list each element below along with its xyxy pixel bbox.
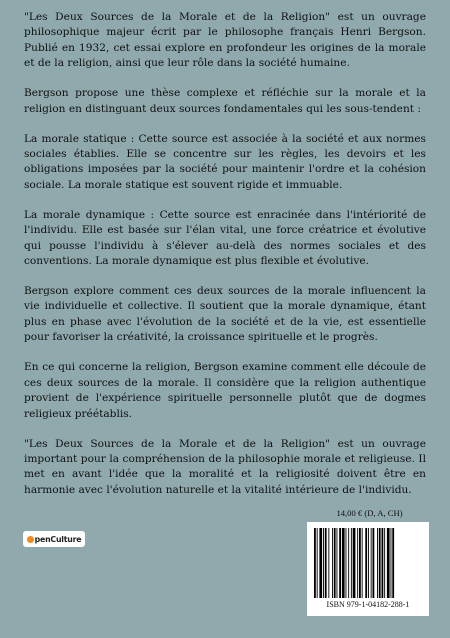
barcode-bar (357, 528, 358, 598)
barcode-bar (377, 528, 378, 598)
paragraph-thesis: Bergson propose une thèse complexe et réfléchie sur la morale et la religion en distinguant deux sources fondamentales qui les sous-tendent : (24, 87, 426, 115)
barcode-bar (337, 528, 338, 598)
isbn-label: ISBN 979-1-04182-288-1 (326, 600, 410, 609)
paragraph-influence: Bergson explore comment ces deux sources de la morale influencent la vie individuelle et collective. Il soutient que la morale dynamique, étant plus en phase avec l'évolution de la société et de la vie, est essentielle pour favoriser la créativité, la croissance spirituelle et le progrès. (24, 285, 426, 344)
barcode-bar (314, 528, 316, 598)
barcode-bar (346, 528, 347, 598)
barcode-bar (342, 528, 345, 598)
barcode-bar (382, 528, 384, 598)
barcode-bar (353, 528, 356, 598)
barcode-bar (351, 528, 352, 598)
barcode-bar (373, 528, 375, 598)
barcode-bar (392, 528, 394, 598)
barcode-box (307, 522, 429, 616)
logo-text-pen: pen (34, 534, 51, 544)
barcode-bar (328, 528, 329, 598)
barcode-bar (365, 528, 367, 598)
paragraph-dynamic-morality: La morale dynamique : Cette source est enracinée dans l'intériorité de l'individu. Elle est basée sur l'élan vital, une force créatrice et évolutive qui pousse l'individu à s'élever au-delà des normes sociales et des conventions. La morale dynamique est plus flexible et évolutive. (24, 208, 426, 268)
barcode-bar (362, 528, 363, 598)
barcode-bar (379, 528, 381, 598)
barcode-bar (368, 528, 369, 598)
paragraph-conclusion: "Les Deux Sources de la Morale et de la Religion" est un ouvrage important pour la compréhension de la philosophie morale et religieuse. Il met en avant l'idée que la moralité et la religiosité doivent être en harmonie avec l'évolution naturelle et la vitalité intérieure de l'individu. (24, 437, 426, 496)
barcode-bar (325, 528, 327, 598)
paragraph-intro: "Les Deux Sources de la Morale et de la Religion" est un ouvrage philosophique majeur écrit par le philosophe français Henri Bergson. Publié en 1932, cet essai explore en profondeur les origines de la morale et de la religion, ainsi que leur rôle dans la société humaine. (24, 11, 426, 70)
price-label: 14,00 € (D, A, CH) (336, 508, 403, 518)
logo-text-culture: Culture (50, 534, 82, 544)
logo-dot-icon (27, 536, 34, 543)
barcode-bar (359, 528, 361, 598)
back-cover-text (24, 10, 426, 513)
paragraph-static-morality: La morale statique : Cette source est associée à la société et aux normes sociales établies. Elle se concentre sur les règles, les devoirs et les obligations imposées par la société pour maintenir l'ordre et la cohésion sociale. La morale statique est souvent rigide et immuable. (24, 132, 426, 191)
barcode-bar (339, 528, 341, 598)
barcode-bar (384, 528, 385, 598)
barcode-bar (317, 528, 318, 598)
paragraph-religion: En ce qui concerne la religion, Bergson examine comment elle découle de ces deux sources de la morale. Il considère que la religion authentique provient de l'expérience spirituelle personnelle plutôt que de dogmes religieux préétablis. (24, 361, 426, 420)
barcode-icon (313, 528, 423, 598)
barcode-bar (334, 528, 336, 598)
barcode-bar (348, 528, 349, 598)
barcode-bar (391, 528, 392, 598)
barcode-bar (323, 528, 324, 598)
barcode-bar (387, 528, 390, 598)
barcode-bar (371, 528, 372, 598)
barcode-bar (332, 528, 333, 598)
publisher-logo (23, 531, 85, 547)
barcode-bar (319, 528, 322, 598)
